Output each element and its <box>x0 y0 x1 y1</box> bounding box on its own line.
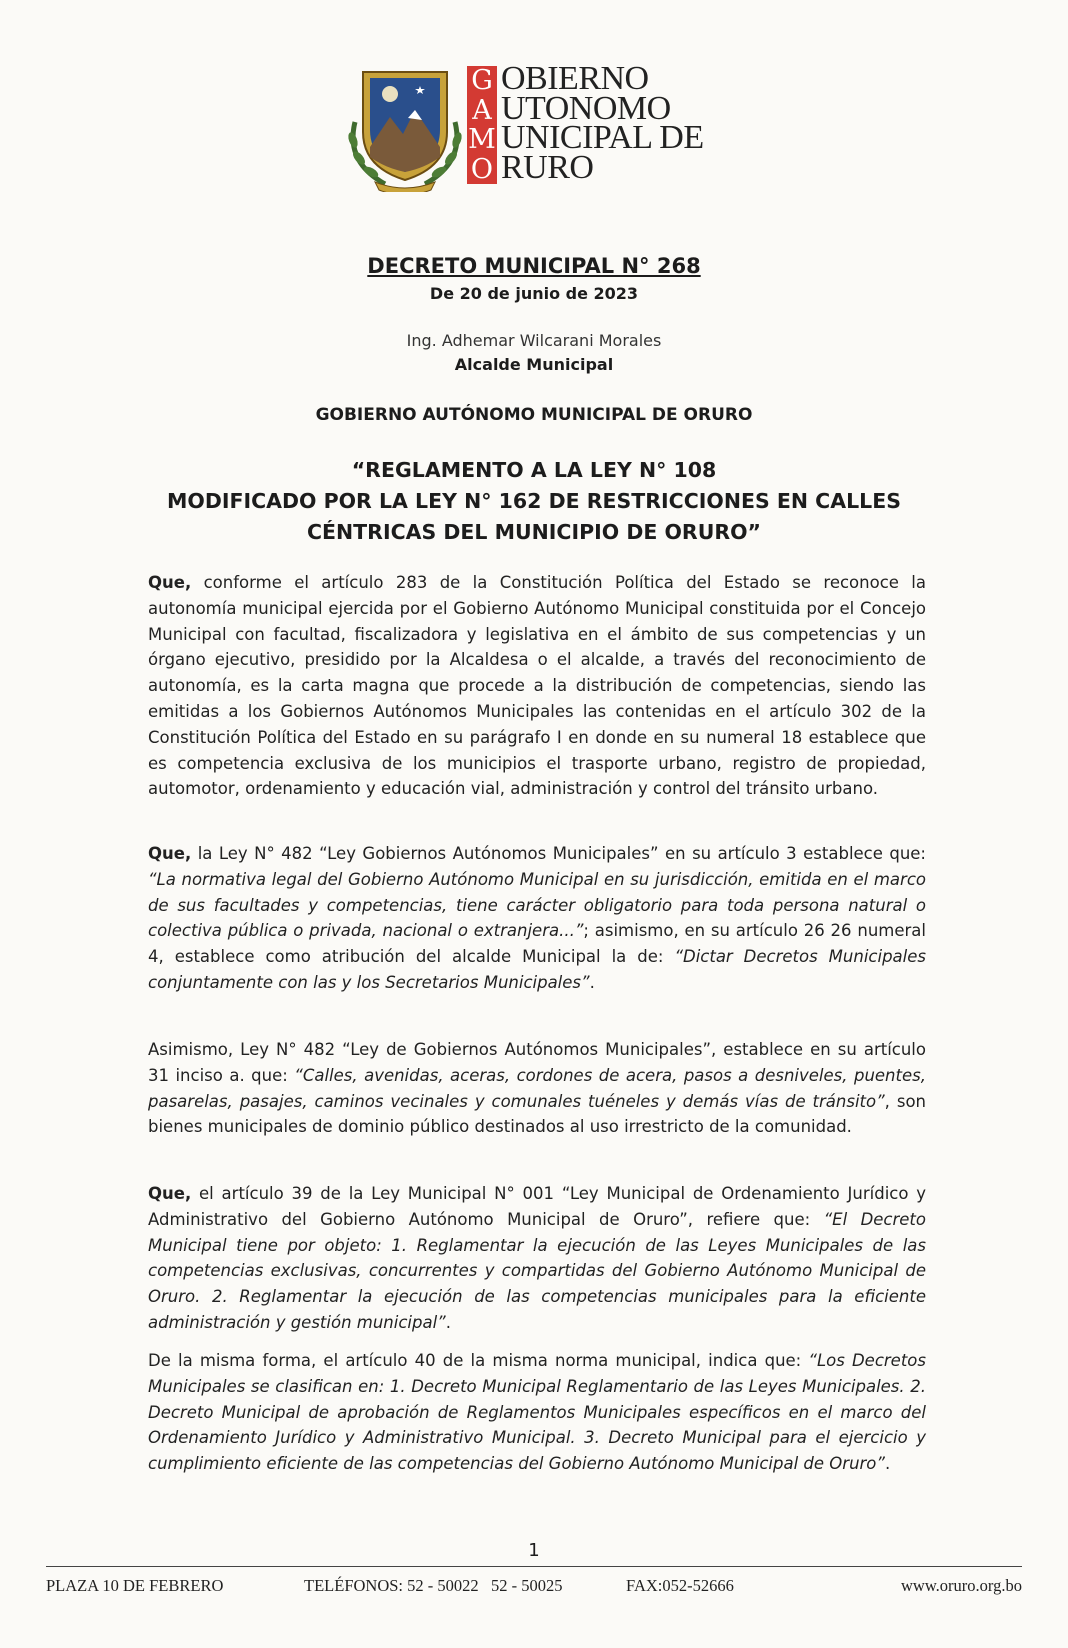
logo-line: RURO <box>501 148 594 186</box>
paragraph-5 <box>148 1348 926 1477</box>
decree-title: DECRETO MUNICIPAL N° 268 <box>367 254 701 278</box>
logo-line: UNICIPAL DE <box>501 119 704 156</box>
paragraph-text: , son bienes municipales de dominio público destinados al uso irrestricto de la comunidad. <box>148 1091 926 1137</box>
logo-line: OBIERNO <box>501 60 649 97</box>
paragraph-quote: “La normativa legal del Gobierno Autónomo Municipal en su jurisdicción, emitida en el marco de sus facultades y competencias, tiene carácter obligatorio para toda persona natural o colectiva pública o privada, nacional o extranjera...” <box>148 869 926 941</box>
paragraph-text: conforme el artículo 283 de la Constitución Política del Estado se reconoce la autonomía municipal ejercida por el Gobierno Autónomo Municipal constituida por el Concejo Municipal con facultad, fiscalizadora y legislativa en el ámbito de sus competencias y un órgano ejecutivo, presidido por la Alcaldesa o el alcalde, a través del reconocimiento de autonomía, es la carta magna que procede a la distribución de competencias, siendo las emitidas a los Gobiernos Autónomos Municipales las contenidas en el artículo 302 de la Constitución Política del Estado en su parágrafo I en donde en su numeral 18 establece que es competencia exclusiva de los municipios el trasporte urbano, registro de propiedad, automotor, ordenamiento y educación vial, administración y control del tránsito urbano. <box>148 573 926 799</box>
coat-of-arms-icon <box>345 62 465 192</box>
paragraph-4 <box>148 1181 926 1336</box>
logo-letter: G <box>471 65 493 96</box>
logo-line: UTONOMO <box>501 89 671 127</box>
municipal-logo <box>345 62 725 202</box>
paragraph-text: ; asimismo, en su artículo 26 26 numeral 4, establece como atribución del alcalde Municipal la de: <box>148 921 926 967</box>
paragraph-quote: “El Decreto Municipal tiene por objeto: 1. Reglamentar la ejecución de las Leyes Municipales de las competencias exclusivas, concurrentes y compartidas del Gobierno Autónomo Municipal de Oruro. 2. Reglamentar la ejecución de las competencias municipales para la eficiente administración y gestión municipal” <box>148 1209 926 1332</box>
logo-wordmark <box>501 60 741 186</box>
paragraph-text: la Ley N° 482 “Ley Gobiernos Autónomos Municipales” en su artículo 3 establece que: <box>191 844 926 863</box>
paragraph-text: . <box>884 1454 891 1474</box>
paragraph-3 <box>148 1037 926 1140</box>
paragraph-text: el artículo 39 de la Ley Municipal N° 001 “Ley Municipal de Ordenamiento Jurídico y Administrativo del Gobierno Autónomo Municipal de Oruro”, refiere que: <box>148 1184 926 1229</box>
footer <box>46 1576 1022 1600</box>
footer-address: PLAZA 10 DE FEBRERO <box>46 1576 224 1595</box>
paragraph-text: De la misma forma, el artículo 40 de la misma norma municipal, indica que: <box>148 1351 809 1370</box>
paragraph-text: . <box>589 972 595 992</box>
paragraph-1 <box>148 570 926 802</box>
logo-letter: O <box>470 153 494 185</box>
logo-letter: M <box>468 124 496 155</box>
footer-divider <box>46 1566 1022 1567</box>
logo-acronym <box>467 66 497 184</box>
mayor-name: Ing. Adhemar Wilcarani Morales <box>406 331 662 350</box>
regulation-title: “REGLAMENTO A LA LEY N° 108 MODIFICADO POR LA LEY N° 162 DE RESTRICCIONES EN CALLES CÉNTRICAS DEL MUNICIPIO DE ORURO” <box>167 458 901 544</box>
paragraph-text: Asimismo, Ley N° 482 “Ley de Gobiernos Autónomos Municipales”, establece en su artículo 31 inciso a. que: <box>148 1040 926 1085</box>
paragraph-2 <box>148 841 926 996</box>
page-number: 1 <box>528 1540 540 1561</box>
paragraph-text: . <box>445 1312 451 1332</box>
paragraph-lead: Que, <box>148 573 192 592</box>
government-name: GOBIERNO AUTÓNOMO MUNICIPAL DE ORURO <box>315 405 753 425</box>
footer-phones: TELÉFONOS: 52 - 50022 52 - 50025 <box>304 1576 563 1595</box>
paragraph-quote: “Dictar Decretos Municipales conjuntamente con las y los Secretarios Municipales” <box>148 947 926 992</box>
paragraph-quote: “Calles, avenidas, aceras, cordones de acera, pasos a desniveles, puentes, pasarelas, pasajes, caminos vecinales y comunales tuéneles y demás vías de tránsito” <box>148 1065 926 1111</box>
footer-website: www.oruro.org.bo <box>901 1576 1022 1595</box>
logo-letter: A <box>472 94 492 126</box>
paragraph-lead: Que, <box>148 844 192 863</box>
mayor-role: Alcalde Municipal <box>454 355 614 374</box>
decree-date: De 20 de junio de 2023 <box>429 284 639 303</box>
footer-fax: FAX:052-52666 <box>626 1576 734 1595</box>
paragraph-quote: “Los Decretos Municipales se clasifican en: 1. Decreto Municipal Reglamentario de las Leyes Municipales. 2. Decreto Municipal de aprobación de Reglamentos Municipales específicos en el marco del Ordenamiento Jurídico y Administrativo Municipal. 3. Decreto Municipal para el ejercicio y cumplimiento eficiente de las competencias del Gobierno Autónomo Municipal de Oruro” <box>148 1351 926 1474</box>
paragraph-lead: Que, <box>148 1184 192 1203</box>
